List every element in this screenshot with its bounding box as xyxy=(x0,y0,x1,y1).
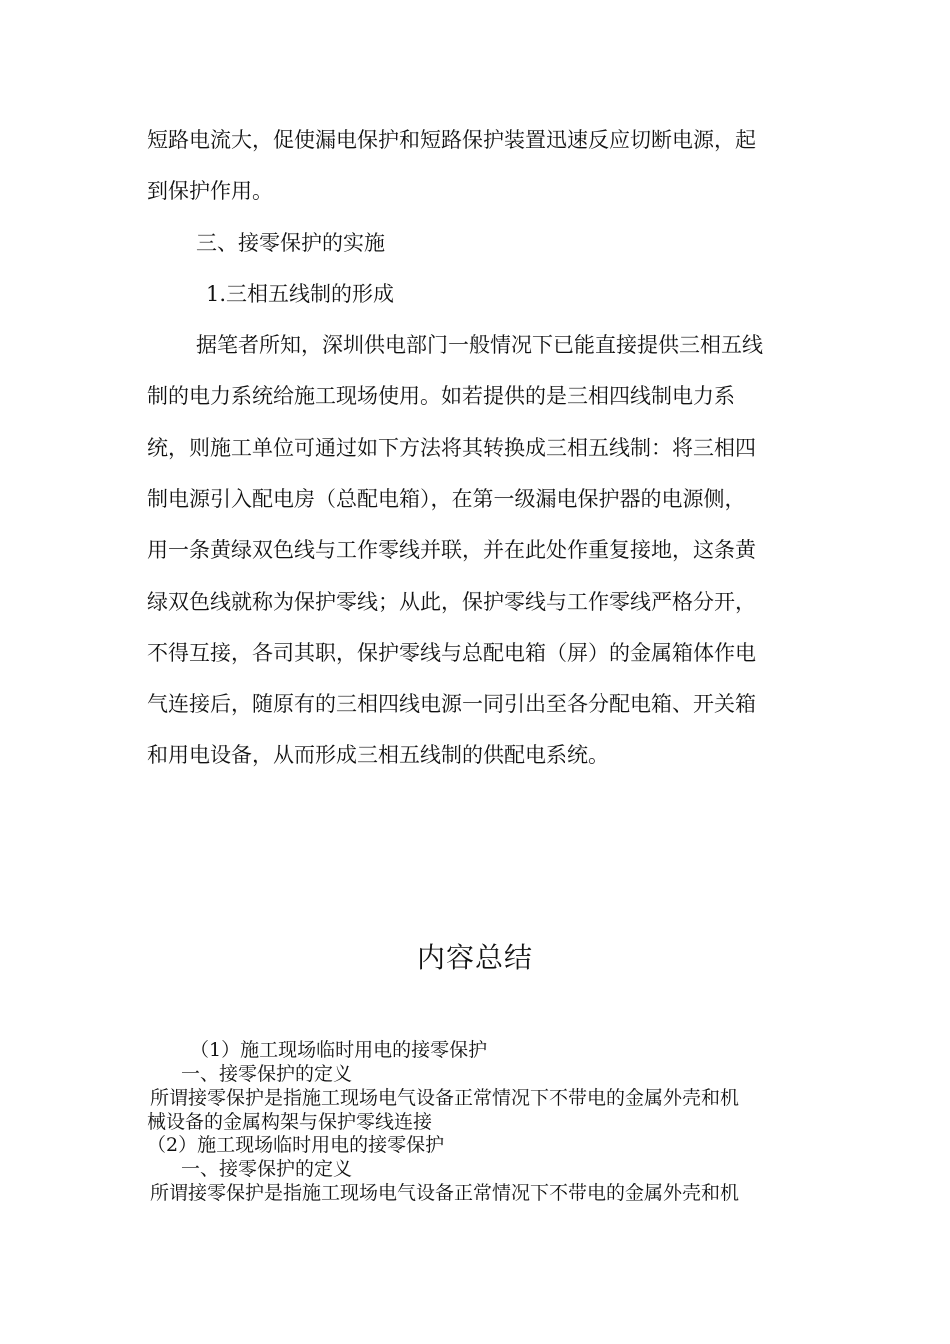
summary-title: 内容总结 xyxy=(416,941,533,974)
body-line-6: 制的电力系统给施工现场使用。如若提供的是三相四线制电力系 xyxy=(147,384,735,408)
body-line-8: 制电源引入配电房（总配电箱），在第一级漏电保护器的电源侧， xyxy=(147,487,746,511)
body-line-1: 短路电流大，促使漏电保护和短路保护装置迅速反应切断电源，起 xyxy=(147,128,756,152)
summary-line-2: 一、接零保护的定义 xyxy=(181,1063,353,1085)
summary-line-1: （1）施工现场临时用电的接零保护 xyxy=(190,1039,488,1061)
body-line-7: 统，则施工单位可通过如下方法将其转换成三相五线制：将三相四 xyxy=(147,436,756,460)
subsection-heading: 1.三相五线制的形成 xyxy=(206,282,395,306)
summary-line-6: 一、接零保护的定义 xyxy=(181,1158,353,1180)
body-line-2: 到保护作用。 xyxy=(147,179,273,203)
summary-line-5: （2）施工现场临时用电的接零保护 xyxy=(147,1134,445,1156)
section-heading: 三、接零保护的实施 xyxy=(196,231,385,255)
summary-line-3: 所谓接零保护是指施工现场电气设备正常情况下不带电的金属外壳和机 xyxy=(150,1087,740,1109)
body-line-10: 绿双色线就称为保护零线；从此，保护零线与工作零线严格分开， xyxy=(147,590,756,614)
summary-line-7: 所谓接零保护是指施工现场电气设备正常情况下不带电的金属外壳和机 xyxy=(150,1182,740,1204)
body-line-11: 不得互接，各司其职，保护零线与总配电箱（屏）的金属箱体作电 xyxy=(147,641,756,665)
body-line-13: 和用电设备，从而形成三相五线制的供配电系统。 xyxy=(147,743,609,767)
body-line-12: 气连接后，随原有的三相四线电源一同引出至各分配电箱、开关箱 xyxy=(147,692,756,716)
body-line-5: 据笔者所知，深圳供电部门一般情况下已能直接提供三相五线 xyxy=(196,333,763,357)
body-line-9: 用一条黄绿双色线与工作零线并联，并在此处作重复接地，这条黄 xyxy=(147,538,756,562)
summary-line-4: 械设备的金属构架与保护零线连接 xyxy=(147,1111,433,1133)
